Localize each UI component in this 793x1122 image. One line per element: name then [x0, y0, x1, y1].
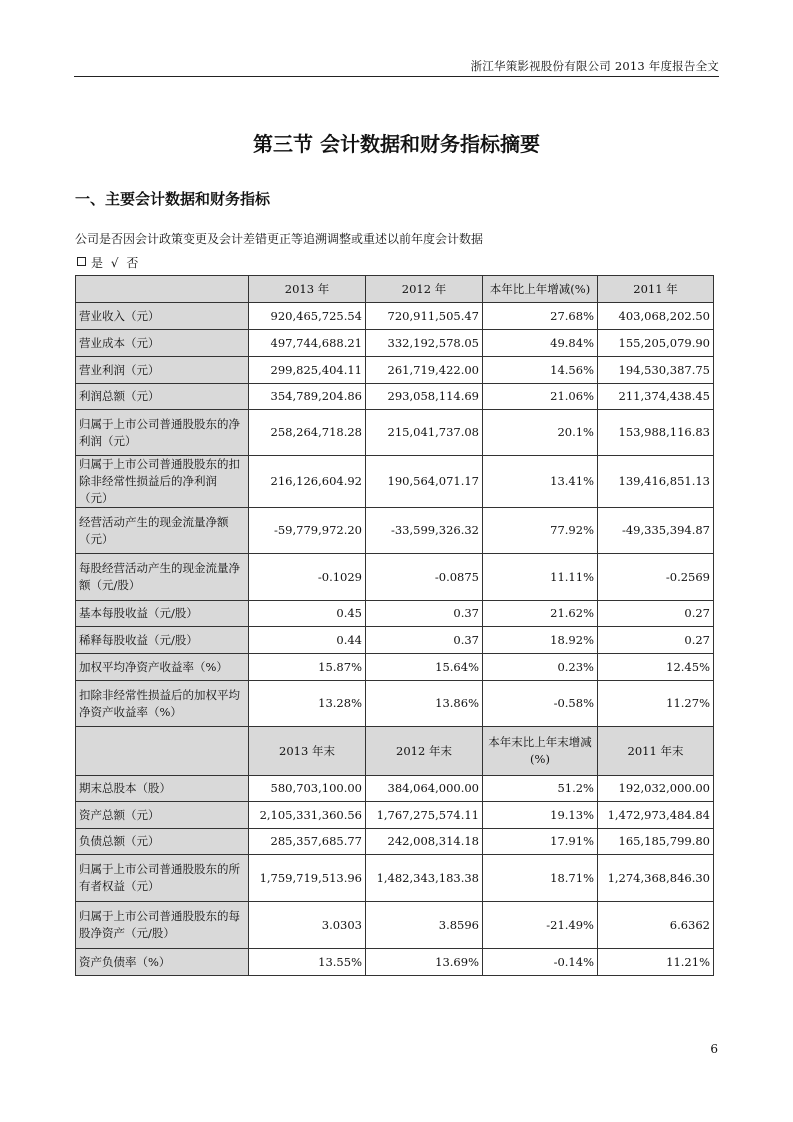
- row-label: 负债总额（元）: [76, 829, 249, 855]
- table-row: [76, 654, 714, 681]
- value-cell: 1,472,973,484.84: [598, 802, 714, 829]
- table-row: [76, 681, 714, 727]
- value-cell: 192,032,000.00: [598, 776, 714, 802]
- value-cell: 0.37: [366, 627, 483, 654]
- option-yes: 是: [91, 256, 104, 270]
- value-cell: 77.92%: [483, 508, 598, 554]
- value-cell: 20.1%: [483, 410, 598, 456]
- value-cell: 49.84%: [483, 330, 598, 357]
- value-cell: 14.56%: [483, 357, 598, 384]
- table-row: [76, 554, 714, 601]
- row-label: 营业成本（元）: [76, 330, 249, 357]
- value-cell: -0.58%: [483, 681, 598, 727]
- value-cell: 21.62%: [483, 601, 598, 627]
- value-cell: 285,357,685.77: [249, 829, 366, 855]
- value-cell: 27.68%: [483, 303, 598, 330]
- row-label: 归属于上市公司普通股股东的净利润（元）: [76, 410, 249, 456]
- value-cell: 15.64%: [366, 654, 483, 681]
- value-cell: 194,530,387.75: [598, 357, 714, 384]
- table-row: [76, 410, 714, 456]
- value-cell: 1,767,275,574.11: [366, 802, 483, 829]
- header-cell: 本年末比上年末增减(%): [483, 727, 598, 776]
- table-row: [76, 802, 714, 829]
- table-row: [76, 303, 714, 330]
- row-label: 经营活动产生的现金流量净额（元）: [76, 508, 249, 554]
- header-blank-cell: [76, 727, 249, 776]
- value-cell: 0.37: [366, 601, 483, 627]
- row-label: 归属于上市公司普通股股东的扣除非经常性损益后的净利润（元）: [76, 456, 249, 508]
- value-cell: -0.0875: [366, 554, 483, 601]
- row-label: 营业利润（元）: [76, 357, 249, 384]
- value-cell: 139,416,851.13: [598, 456, 714, 508]
- page-number: 6: [710, 1042, 718, 1056]
- value-cell: 580,703,100.00: [249, 776, 366, 802]
- value-cell: 0.44: [249, 627, 366, 654]
- value-cell: 497,744,688.21: [249, 330, 366, 357]
- value-cell: 0.27: [598, 627, 714, 654]
- value-cell: 15.87%: [249, 654, 366, 681]
- option-no: 否: [126, 256, 139, 270]
- value-cell: -33,599,326.32: [366, 508, 483, 554]
- value-cell: 0.45: [249, 601, 366, 627]
- value-cell: 13.69%: [366, 949, 483, 976]
- row-label: 资产负债率（%）: [76, 949, 249, 976]
- value-cell: -21.49%: [483, 902, 598, 949]
- table-row: [76, 855, 714, 902]
- sub-heading: 一、主要会计数据和财务指标: [75, 190, 271, 208]
- value-cell: 13.28%: [249, 681, 366, 727]
- value-cell: 155,205,079.90: [598, 330, 714, 357]
- header-blank-cell: [76, 276, 249, 303]
- row-label: 稀释每股收益（元/股）: [76, 627, 249, 654]
- restatement-options: [77, 254, 142, 271]
- value-cell: 261,719,422.00: [366, 357, 483, 384]
- header-cell: 本年比上年增减(%): [483, 276, 598, 303]
- table-row: [76, 330, 714, 357]
- row-label: 加权平均净资产收益率（%）: [76, 654, 249, 681]
- header-rule: [74, 76, 719, 77]
- table-row: [76, 508, 714, 554]
- row-label: 每股经营活动产生的现金流量净额（元/股）: [76, 554, 249, 601]
- table-row: [76, 456, 714, 508]
- value-cell: 19.13%: [483, 802, 598, 829]
- value-cell: 11.27%: [598, 681, 714, 727]
- check-mark-icon: √: [110, 256, 119, 270]
- row-label: 资产总额（元）: [76, 802, 249, 829]
- table2-header-row: [76, 727, 714, 776]
- value-cell: 51.2%: [483, 776, 598, 802]
- table-row: [76, 357, 714, 384]
- value-cell: 1,759,719,513.96: [249, 855, 366, 902]
- header-cell: 2013 年: [249, 276, 366, 303]
- value-cell: 3.8596: [366, 902, 483, 949]
- row-label: 归属于上市公司普通股股东的所有者权益（元）: [76, 855, 249, 902]
- value-cell: 12.45%: [598, 654, 714, 681]
- value-cell: 165,185,799.80: [598, 829, 714, 855]
- header-cell: 2012 年末: [366, 727, 483, 776]
- value-cell: 153,988,116.83: [598, 410, 714, 456]
- value-cell: 332,192,578.05: [366, 330, 483, 357]
- value-cell: 0.27: [598, 601, 714, 627]
- row-label: 利润总额（元）: [76, 384, 249, 410]
- value-cell: 258,264,718.28: [249, 410, 366, 456]
- value-cell: 2,105,331,360.56: [249, 802, 366, 829]
- section-title: 第三节 会计数据和财务指标摘要: [253, 132, 540, 156]
- table-row: [76, 601, 714, 627]
- table-row: [76, 949, 714, 976]
- value-cell: -49,335,394.87: [598, 508, 714, 554]
- value-cell: 11.11%: [483, 554, 598, 601]
- value-cell: -0.1029: [249, 554, 366, 601]
- value-cell: 1,274,368,846.30: [598, 855, 714, 902]
- value-cell: 13.41%: [483, 456, 598, 508]
- value-cell: 211,374,438.45: [598, 384, 714, 410]
- header-cell: 2013 年末: [249, 727, 366, 776]
- value-cell: -0.2569: [598, 554, 714, 601]
- value-cell: -59,779,972.20: [249, 508, 366, 554]
- value-cell: 6.6362: [598, 902, 714, 949]
- value-cell: 11.21%: [598, 949, 714, 976]
- value-cell: 0.23%: [483, 654, 598, 681]
- row-label: 期末总股本（股）: [76, 776, 249, 802]
- value-cell: 216,126,604.92: [249, 456, 366, 508]
- value-cell: -0.14%: [483, 949, 598, 976]
- value-cell: 21.06%: [483, 384, 598, 410]
- value-cell: 1,482,343,183.38: [366, 855, 483, 902]
- header-cell: 2012 年: [366, 276, 483, 303]
- value-cell: 18.71%: [483, 855, 598, 902]
- page-header: 浙江华策影视股份有限公司 2013 年度报告全文: [470, 59, 719, 73]
- table1-header-row: [76, 276, 714, 303]
- value-cell: 3.0303: [249, 902, 366, 949]
- value-cell: 403,068,202.50: [598, 303, 714, 330]
- value-cell: 354,789,204.86: [249, 384, 366, 410]
- value-cell: 13.86%: [366, 681, 483, 727]
- financial-indicators-table: [75, 275, 714, 976]
- row-label: 营业收入（元）: [76, 303, 249, 330]
- value-cell: 17.91%: [483, 829, 598, 855]
- value-cell: 920,465,725.54: [249, 303, 366, 330]
- value-cell: 242,008,314.18: [366, 829, 483, 855]
- value-cell: 299,825,404.11: [249, 357, 366, 384]
- table-row: [76, 902, 714, 949]
- value-cell: 720,911,505.47: [366, 303, 483, 330]
- table-row: [76, 776, 714, 802]
- header-cell: 2011 年末: [598, 727, 714, 776]
- header-cell: 2011 年: [598, 276, 714, 303]
- value-cell: 190,564,071.17: [366, 456, 483, 508]
- row-label: 归属于上市公司普通股股东的每股净资产（元/股）: [76, 902, 249, 949]
- value-cell: 384,064,000.00: [366, 776, 483, 802]
- table-row: [76, 384, 714, 410]
- value-cell: 215,041,737.08: [366, 410, 483, 456]
- value-cell: 13.55%: [249, 949, 366, 976]
- value-cell: 18.92%: [483, 627, 598, 654]
- row-label: 扣除非经常性损益后的加权平均净资产收益率（%）: [76, 681, 249, 727]
- value-cell: 293,058,114.69: [366, 384, 483, 410]
- row-label: 基本每股收益（元/股）: [76, 601, 249, 627]
- table-row: [76, 627, 714, 654]
- restatement-note: 公司是否因会计政策变更及会计差错更正等追溯调整或重述以前年度会计数据: [75, 232, 484, 246]
- table-row: [76, 829, 714, 855]
- checkbox-icon: [77, 257, 86, 266]
